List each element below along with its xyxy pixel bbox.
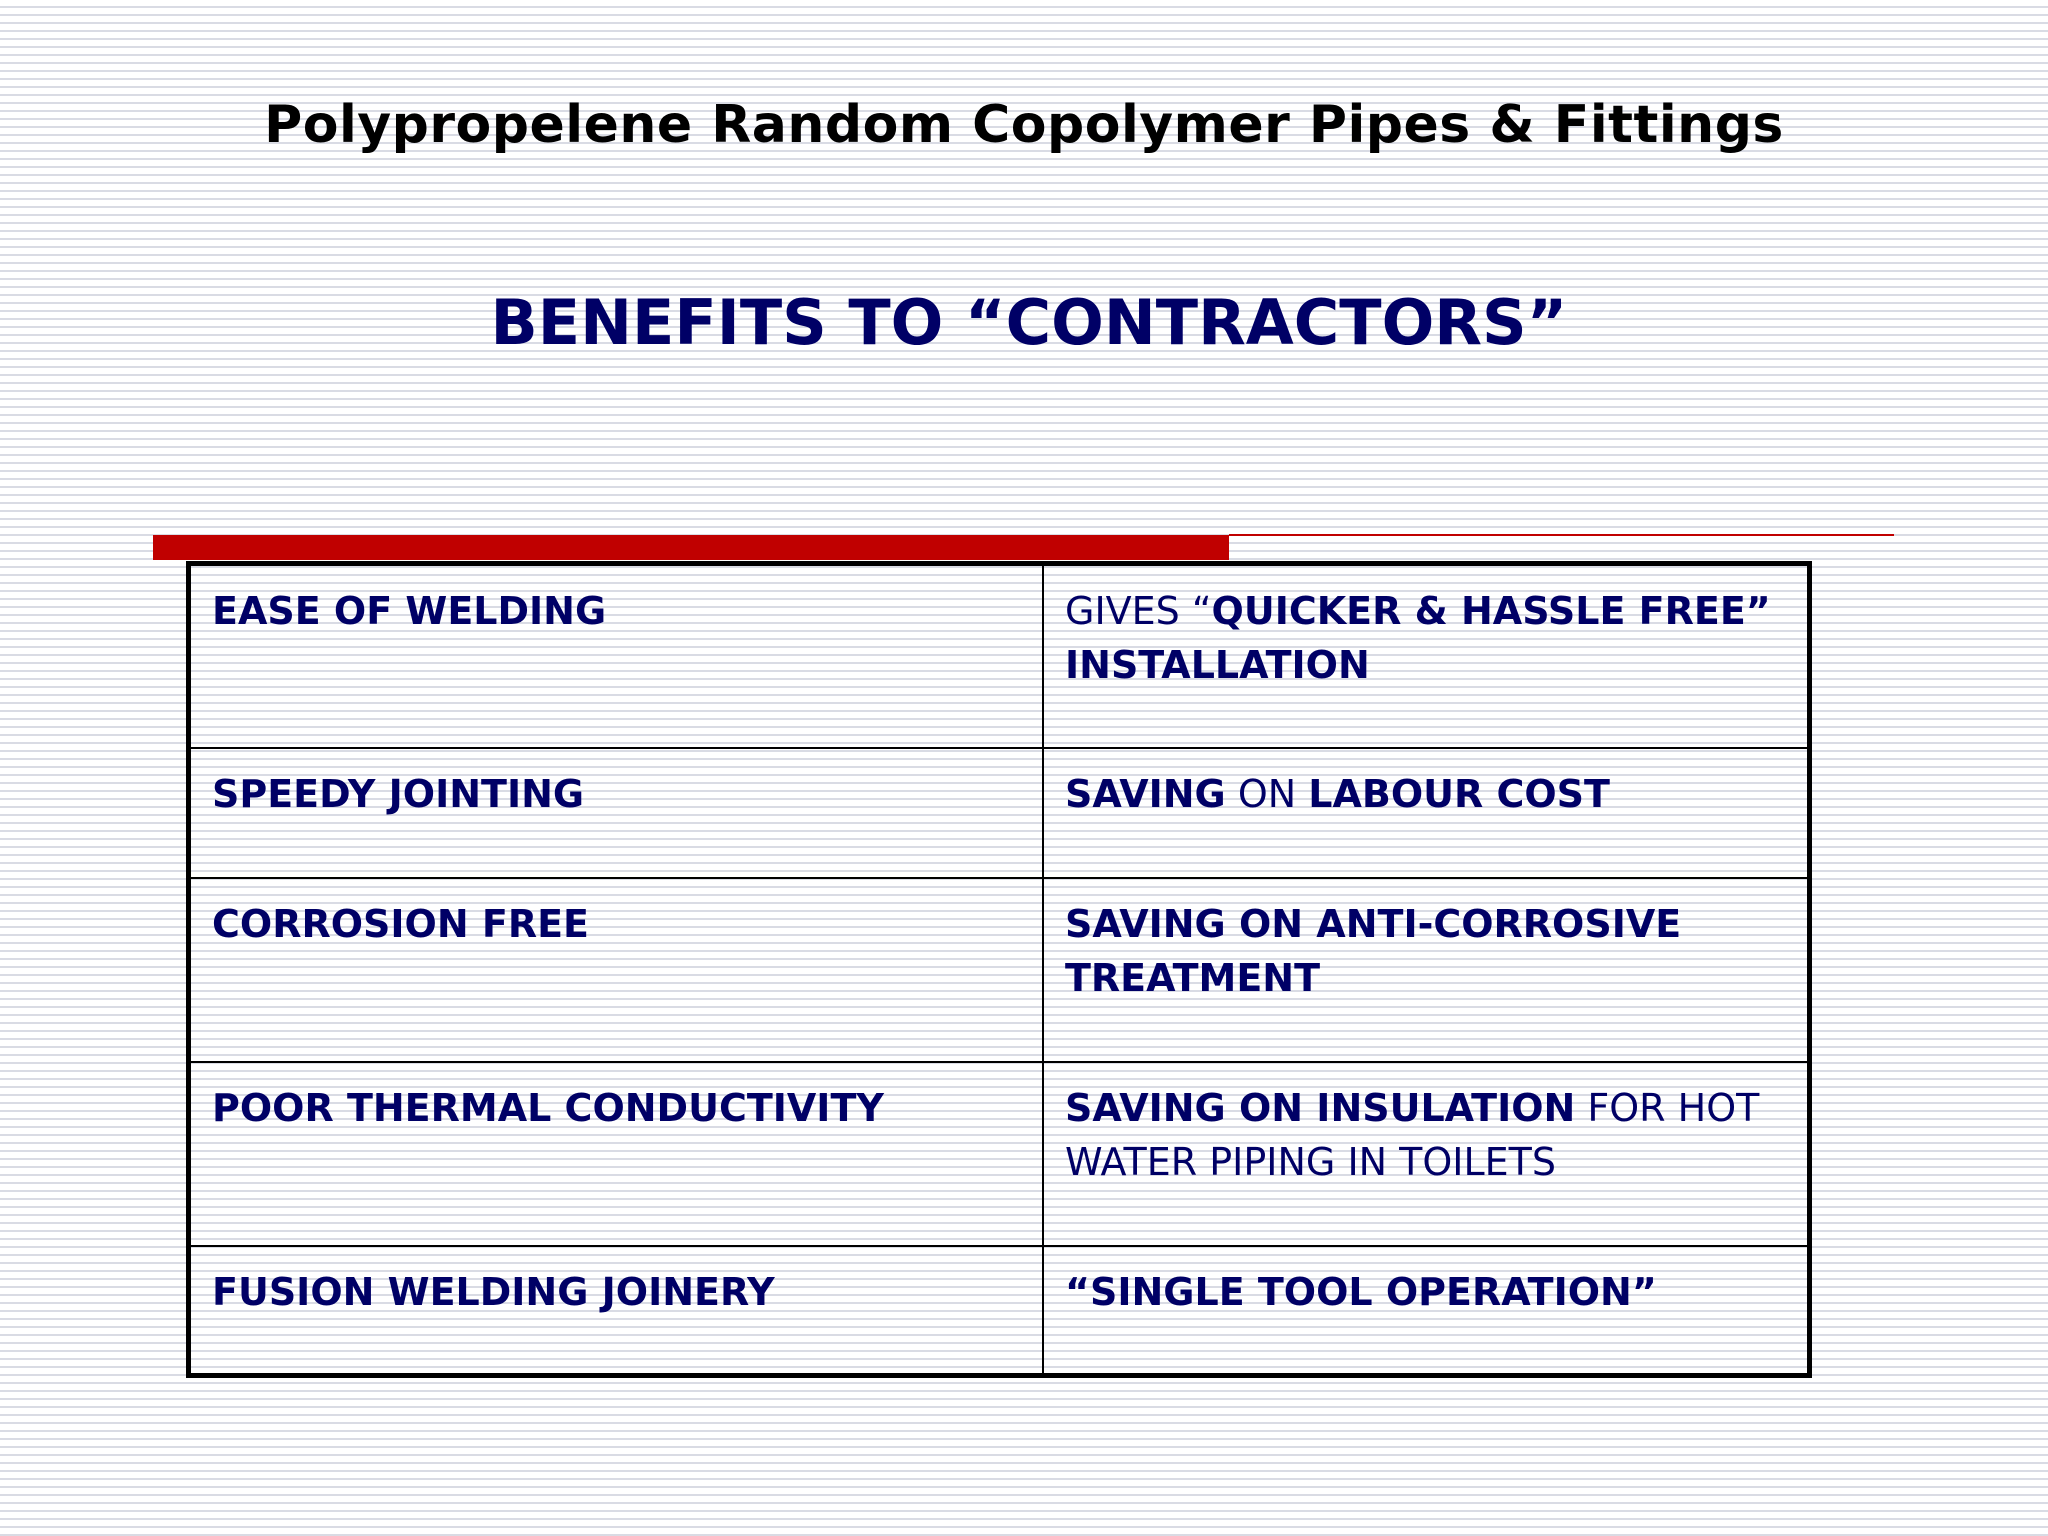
feature-cell: EASE OF WELDING	[189, 564, 1044, 748]
benefit-text-part: FOR HOT WATER PIPING IN TOILETS	[1065, 1085, 1760, 1184]
table-row	[189, 564, 1810, 748]
benefit-cell	[1043, 748, 1810, 878]
slide-subtitle: BENEFITS TO “CONTRACTORS”	[490, 286, 1568, 359]
benefits-table	[186, 561, 1812, 1378]
table-row	[189, 1246, 1810, 1376]
benefit-text-part: SAVING ON ANTI-CORROSIVE TREATMENT	[1065, 901, 1682, 1000]
benefit-text-part: SAVING	[1065, 771, 1226, 816]
benefit-text-part: QUICKER & HASSLE FREE” INSTALLATION	[1065, 589, 1771, 687]
benefit-cell	[1043, 878, 1810, 1062]
benefit-cell	[1043, 564, 1810, 748]
table-row	[189, 878, 1810, 1062]
feature-cell: FUSION WELDING JOINERY	[189, 1246, 1044, 1376]
benefit-text-part: “SINGLE TOOL OPERATION”	[1065, 1269, 1657, 1314]
table-row	[189, 1062, 1810, 1246]
table-row	[189, 748, 1810, 878]
feature-cell: SPEEDY JOINTING	[189, 748, 1044, 878]
benefit-text-part: SAVING ON INSULATION	[1065, 1085, 1576, 1130]
benefit-text-part: ON	[1225, 771, 1309, 816]
feature-cell: POOR THERMAL CONDUCTIVITY	[189, 1062, 1044, 1246]
slide-title: Polypropelene Random Copolymer Pipes & Fittings	[264, 95, 1784, 155]
benefit-text-part: GIVES “	[1065, 589, 1212, 633]
feature-cell: CORROSION FREE	[189, 878, 1044, 1062]
benefit-cell	[1043, 1062, 1810, 1246]
benefit-text-part: LABOUR COST	[1308, 771, 1610, 816]
accent-bar-thin	[1229, 534, 1894, 536]
benefit-cell	[1043, 1246, 1810, 1376]
accent-bar-thick	[153, 535, 1229, 560]
